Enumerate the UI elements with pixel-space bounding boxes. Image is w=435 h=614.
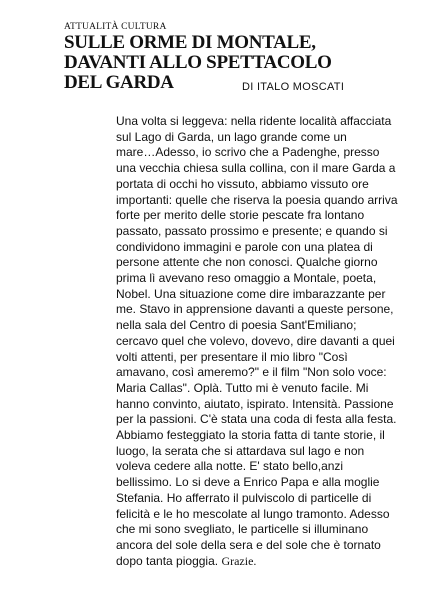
headline-line-2: DAVANTI ALLO SPETTACOLO bbox=[64, 52, 332, 73]
body-line: Nobel. Una situazione come dire imbarazzante per bbox=[116, 286, 386, 301]
headline-line-3: DEL GARDA bbox=[64, 72, 174, 93]
body-last-line-text: dopo tanta pioggia. bbox=[116, 553, 219, 568]
signoff: Grazie. bbox=[221, 553, 257, 568]
body-line: importanti: quelle che riserva la poesia quando arriva bbox=[116, 192, 398, 207]
article-body bbox=[116, 114, 418, 569]
byline: DI ITALO MOSCATI bbox=[242, 81, 345, 93]
body-line: cercavo quel che volevo, dovevo, dire davanti a quei bbox=[116, 333, 395, 348]
body-line: prima lì avevano reso omaggio a Montale, poeta, bbox=[116, 271, 377, 286]
body-last-line bbox=[116, 554, 418, 570]
body-line: che mi sono svegliato, le particelle si illuminano bbox=[116, 522, 369, 537]
body-line: bellissimo. Lo si deve a Enrico Papa e alla moglie bbox=[116, 475, 380, 490]
body-line: Abbiamo festeggiato la storia fatta di tante storie, il bbox=[116, 428, 385, 443]
body-line: sul Lago di Garda, un lago grande come un bbox=[116, 129, 347, 144]
body-line: luogo, la serata che si attardava sul lago e non bbox=[116, 443, 365, 458]
body-line: passato, passato prossimo e presente; e quando si bbox=[116, 223, 388, 238]
headline-line-1: SULLE ORME DI MONTALE, bbox=[64, 32, 316, 53]
body-line: Maria Callas". Oplà. Tutto mi è venuto facile. Mi bbox=[116, 380, 369, 395]
body-line: voleva cedere alla notte. E' stato bello,anzi bbox=[116, 459, 344, 474]
body-line: felicità e le ho mescolate al lungo tramonto. Adesso bbox=[116, 506, 390, 521]
body-line: me. Stavo in apprensione davanti a queste persone, bbox=[116, 302, 394, 317]
section-label: ATTUALITÀ CULTURA bbox=[64, 22, 167, 32]
body-line: volti attenti, per presentare il mio libro "Così bbox=[116, 349, 348, 364]
body-line: hanno convinto, aiutato, ispirato. Intensità. Passione bbox=[116, 396, 394, 411]
body-line: portata di occhi ho vissuto, abbiamo vissuto ore bbox=[116, 176, 369, 191]
body-line: nella sala del Centro di poesia Sant'Emiliano; bbox=[116, 318, 357, 333]
body-line: per la passioni. C'è stata una coda di festa alla festa. bbox=[116, 412, 397, 427]
body-line: Una volta si leggeva: nella ridente località affacciata bbox=[116, 114, 392, 128]
body-line: una vecchia chiesa sulla collina, con il mare Garda a bbox=[116, 161, 396, 176]
body-line: ancora del sole della sera e del sole che è tornato bbox=[116, 537, 381, 552]
body-line: Stefania. Ho afferrato il pulviscolo di particelle di bbox=[116, 490, 372, 505]
body-line: persone attente che non conosci. Qualche giorno bbox=[116, 255, 378, 270]
body-line: amavano, così ameremo?" e il film "Non solo voce: bbox=[116, 365, 387, 380]
body-line: mare…Adesso, io scrivo che a Padenghe, presso bbox=[116, 145, 380, 160]
body-line: forte per merito delle storie pescate fra lontano bbox=[116, 208, 365, 223]
body-line: condividono immagini e parole con una platea di bbox=[116, 239, 373, 254]
